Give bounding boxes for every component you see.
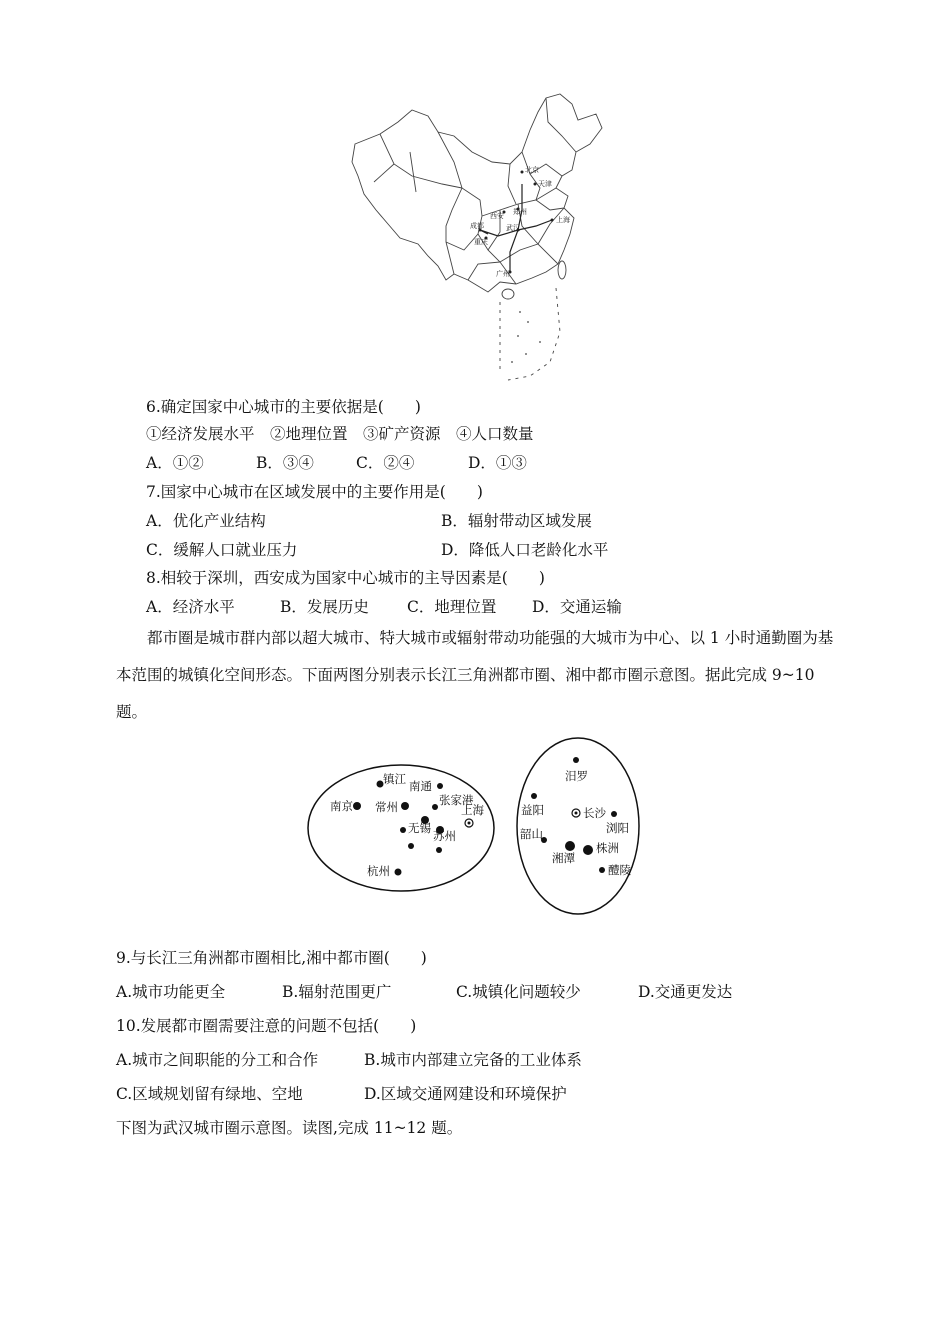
city-label: 西安 — [490, 212, 504, 220]
city-label: 广州 — [496, 270, 510, 278]
q7-option-c: C．缓解人口就业压力 — [146, 541, 298, 559]
q11-intro: 下图为武汉城市圈示意图。读图,完成 11~12 题。 — [116, 1119, 463, 1137]
city-label: 株洲 — [596, 841, 619, 855]
q7-option-d: D．降低人口老龄化水平 — [441, 541, 609, 559]
yrd-metro-diagram — [305, 762, 497, 894]
city-label: 湘潭 — [552, 851, 575, 865]
city-label: 汨罗 — [565, 769, 588, 783]
q6-option-a: A．①② — [146, 454, 204, 472]
city-label: 常州 — [375, 800, 398, 814]
city-label: 杭州 — [367, 864, 390, 878]
city-label: 张家港 — [439, 793, 474, 807]
city-label: 醴陵 — [608, 863, 631, 877]
city-label: 重庆 — [474, 238, 488, 246]
q6-option-b: B．③④ — [256, 454, 314, 472]
city-label: 浏阳 — [606, 821, 629, 835]
q8-option-a: A．经济水平 — [146, 598, 235, 616]
city-label: 南通 — [409, 779, 432, 793]
q7-option-a: A．优化产业结构 — [146, 512, 266, 530]
city-label: 天津 — [538, 180, 552, 188]
q8-option-d: D．交通运输 — [532, 598, 622, 616]
city-label: 上海 — [556, 216, 570, 224]
q10-option-b: B.城市内部建立完备的工业体系 — [364, 1051, 582, 1069]
city-label: 上海 — [461, 803, 484, 817]
city-label: 南京 — [330, 799, 353, 813]
city-label: 韶山 — [520, 827, 543, 841]
q8-stem: 8.相较于深圳，西安成为国家中心城市的主导因素是( ) — [146, 569, 545, 587]
china-map — [350, 92, 610, 384]
q9-option-a: A.城市功能更全 — [116, 983, 226, 1001]
q7-option-b: B．辐射带动区域发展 — [441, 512, 592, 530]
city-label: 郑州 — [513, 208, 527, 216]
city-label: 镇江 — [383, 772, 406, 786]
city-label: 武汉 — [506, 224, 520, 232]
city-label: 苏州 — [433, 829, 456, 843]
q9-option-c: C.城镇化问题较少 — [456, 983, 581, 1001]
q9-option-d: D.交通更发达 — [638, 983, 733, 1001]
city-label: 益阳 — [521, 803, 544, 817]
xiangzhong-metro-diagram — [512, 734, 644, 918]
q6-stem: 6.确定国家中心城市的主要依据是( ) — [146, 398, 421, 416]
city-label: 无锡 — [408, 821, 431, 835]
q10-option-a: A.城市之间职能的分工和合作 — [116, 1051, 319, 1069]
city-label: 成都 — [470, 222, 484, 230]
q6-items: ①经济发展水平 ②地理位置 ③矿产资源 ④人口数量 — [146, 425, 534, 443]
city-label: 长沙 — [583, 806, 606, 820]
city-label: 北京 — [525, 166, 539, 174]
q6-option-c: C．②④ — [356, 454, 415, 472]
q9-stem: 9.与长江三角洲都市圈相比,湘中都市圈( ) — [116, 949, 427, 967]
q7-stem: 7.国家中心城市在区域发展中的主要作用是( ) — [146, 483, 483, 501]
q9-option-b: B.辐射范围更广 — [282, 983, 392, 1001]
q10-stem: 10.发展都市圈需要注意的问题不包括( ) — [116, 1017, 417, 1035]
q10-option-d: D.区域交通网建设和环境保护 — [364, 1085, 567, 1103]
q10-option-c: C.区域规划留有绿地、空地 — [116, 1085, 303, 1103]
q6-option-d: D．①③ — [468, 454, 527, 472]
q8-option-b: B．发展历史 — [280, 598, 369, 616]
passage-metropolitan-area: 都市圈是城市群内部以超大城市、特大城市或辐射带动功能强的大城市为中心、以 1 小时通勤圈为基本范围的城镇化空间形态。下面两图分别表示长江三角洲都市圈、湘中都市圈示意图。据此完成 9~10 题。 — [116, 629, 834, 721]
q8-option-c: C．地理位置 — [407, 598, 497, 616]
